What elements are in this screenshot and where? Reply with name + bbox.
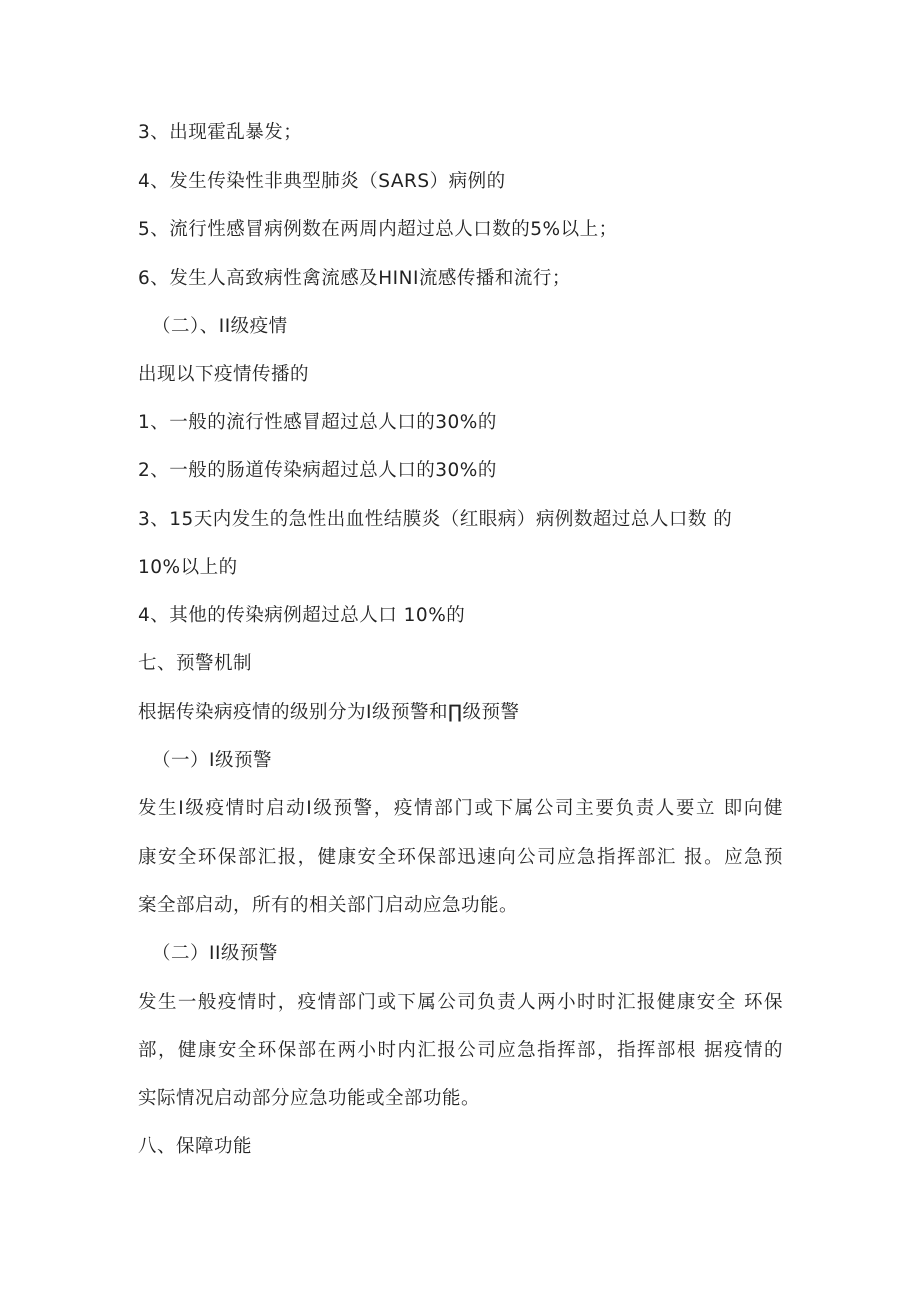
text-line: 3、出现霍乱暴发； [138,122,303,143]
text-line: 2、一般的肠道传染病超过总人口的30%的 [138,460,497,481]
text-line: 6、发生人高致病性禽流感及HINI流感传播和流行； [138,268,571,289]
text-line: 1、一般的流行性感冒超过总人口的30%的 [138,412,497,433]
text-line: 10%以上的 [138,557,238,578]
text-line: 康安全环保部汇报，健康安全环保部迅速向公司应急指挥部汇 报。应急预 [138,847,783,868]
text-line: 3、15天内发生的急性出血性结膜炎（红眼病）病例数超过总人口数 的 [138,509,733,530]
text-line: 部，健康安全环保部在两小时内汇报公司应急指挥部，指挥部根 据疫情的 [138,1040,783,1061]
text-line: 5、流行性感冒病例数在两周内超过总人口数的5%以上； [138,219,618,240]
section-heading: （二）、II级疫情 [152,316,288,337]
text-line: 根据传染病疫情的级别分为I级预警和∏级预警 [138,702,520,723]
section-heading: （一）I级预警 [152,750,272,771]
text-line: 发生I级疫情时启动I级预警，疫情部门或下属公司主要负责人要立 即向健 [138,798,783,819]
section-heading: 八、保障功能 [138,1136,253,1157]
text-line: 出现以下疫情传播的 [138,364,310,385]
section-heading: （二）II级预警 [152,943,278,964]
text-line: 实际情况启动部分应急功能或全部功能。 [138,1088,481,1109]
section-heading: 七、预警机制 [138,653,253,674]
text-line: 4、发生传染性非典型肺炎（SARS）病例的 [138,171,506,192]
text-line: 发生一般疫情时，疫情部门或下属公司负责人两小时时汇报健康安全 环保 [138,992,783,1013]
text-line: 4、其他的传染病例超过总人口 10%的 [138,605,466,626]
text-line: 案全部启动，所有的相关部门启动应急功能。 [138,895,519,916]
